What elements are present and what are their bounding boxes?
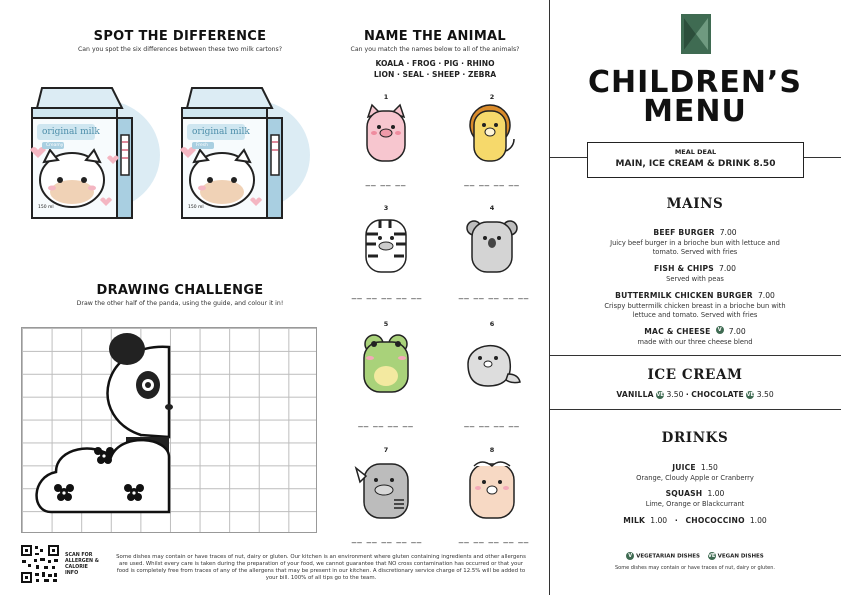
carton-right-volume: 150 ml — [188, 205, 204, 210]
sheep-drawing — [464, 456, 520, 526]
ice-cream-row: VANILLA VE 3.50 · CHOCOLATE VE 3.50 — [616, 390, 774, 399]
seal-drawing — [460, 334, 524, 394]
qr-code[interactable] — [20, 544, 60, 584]
spot-title: SPOT THE DIFFERENCE — [93, 29, 267, 44]
ice-cream-heading: ICE CREAM — [647, 367, 743, 383]
animal-number: 4 — [489, 204, 495, 212]
vegan-icon: VE — [656, 392, 664, 398]
menu-rule-3 — [549, 409, 841, 410]
animal-number: 3 — [383, 204, 389, 212]
animal-number: 8 — [489, 446, 495, 454]
drawing-title: DRAWING CHALLENGE — [96, 283, 264, 298]
qr-caption: SCAN FOR ALLERGEN & CALORIE INFO — [65, 553, 99, 576]
answer-blank[interactable]: __ __ __ __ __ — [351, 290, 423, 300]
drinks-heading: DRINKS — [661, 430, 729, 446]
item-price: 1.50 — [700, 463, 718, 472]
vanilla-item[interactable]: VANILLA — [616, 390, 654, 399]
page-divider — [549, 0, 550, 595]
chocolate-item[interactable]: CHOCOLATE — [691, 390, 744, 399]
answer-blank[interactable]: __ __ __ __ __ — [351, 534, 423, 544]
item-desc: Served with peas — [666, 275, 724, 283]
item-desc: Juicy beef burger in a brioche bun with lettuce and tomato. Served with fries — [610, 239, 780, 256]
menu-item-buttermilk-chicken[interactable] — [600, 283, 790, 320]
menu-title-line-2: MENU — [643, 94, 747, 129]
answer-blank[interactable]: __ __ __ __ __ — [458, 534, 530, 544]
carton-left-tag: Creamy — [46, 143, 64, 148]
carton-left-label: original milk — [42, 127, 100, 137]
pig-drawing — [362, 103, 410, 169]
lion-drawing — [464, 103, 518, 169]
carton-right-tag: Fresh — [196, 143, 208, 148]
item-desc: Orange, Cloudy Apple or Cranberry — [636, 474, 754, 482]
milk-carton-right — [172, 80, 312, 225]
vegetarian-icon: V — [626, 552, 634, 560]
animal-names-line-1: KOALA · FROG · PIG · RHINO — [375, 59, 495, 68]
animal-number: 6 — [489, 320, 495, 328]
animal-number: 1 — [383, 93, 389, 101]
chocolate-price: 3.50 — [756, 390, 774, 399]
menu-bottom-note: Some dishes may contain or have traces of nut, dairy or gluten. — [614, 565, 776, 571]
item-price: 7.00 — [719, 228, 737, 237]
item-price: 7.00 — [728, 327, 746, 336]
item-name: BUTTERMILK CHICKEN BURGER — [615, 291, 753, 300]
mains-heading: MAINS — [666, 196, 724, 212]
item-desc: made with our three cheese blend — [637, 338, 753, 346]
frog-drawing — [358, 330, 414, 400]
item-name: BEEF BURGER — [653, 228, 715, 237]
item-desc: Crispy buttermilk chicken breast in a brioche bun with lettuce and tomato. Served with fries — [604, 302, 786, 319]
item-price: 7.00 — [719, 264, 736, 273]
animal-names-line-2: LION · SEAL · SHEEP · ZEBRA — [373, 70, 497, 79]
animal-number: 2 — [489, 93, 495, 101]
menu-item-beef-burger[interactable] — [600, 220, 790, 257]
milk-item[interactable]: MILK — [623, 516, 646, 525]
menu-rule-2 — [549, 355, 841, 356]
animal-title: NAME THE ANIMAL — [364, 29, 506, 44]
drawing-subtitle: Draw the other half of the panda, using the guide, and colour it in! — [76, 300, 284, 307]
allergen-disclaimer: Some dishes may contain or have traces of nut, dairy or gluten. Our kitchen is an environment where gluten containing ingredients and other allergens are used. Whilst every care is taken during the preparation of your food, we cannot guarantee that NO cross contamination has occurred or that your food is completely free from traces of any of the allergens that may be present in our kitchen. A discretionary service charge of 12.5% will be added to your bill. 100% of all tips go to the team. — [116, 554, 526, 581]
menu-item-squash[interactable] — [600, 481, 790, 509]
meal-deal-text: MAIN, ICE CREAM & DRINK 8.50 — [615, 159, 776, 169]
answer-blank[interactable]: __ __ __ __ — [358, 418, 414, 428]
drinks-row: MILK 1.00 · CHOCOCCINO 1.00 — [623, 516, 767, 525]
dietary-legend — [590, 552, 800, 560]
rhino-drawing — [354, 456, 416, 526]
item-name: MAC & CHEESE — [644, 327, 711, 336]
item-name: JUICE — [672, 463, 696, 472]
panda-half-drawing — [21, 327, 317, 533]
animal-number: 7 — [383, 446, 389, 454]
item-name: FISH & CHIPS — [654, 264, 714, 273]
meal-deal-label: MEAL DEAL — [674, 148, 717, 156]
zebra-drawing — [360, 214, 412, 280]
vanilla-price: 3.50 — [666, 390, 684, 399]
carton-left-volume: 150 ml — [38, 205, 54, 210]
koala-drawing — [466, 214, 518, 280]
brand-logo — [681, 14, 711, 54]
carton-right-label: original milk — [192, 127, 250, 137]
answer-blank[interactable]: __ __ __ __ __ — [458, 290, 530, 300]
answer-blank[interactable]: __ __ __ — [365, 177, 407, 187]
vegan-icon: VE — [707, 553, 716, 559]
spot-subtitle: Can you spot the six differences between these two milk cartons? — [77, 46, 283, 53]
answer-blank[interactable]: __ __ __ __ — [464, 177, 520, 187]
legend-vegan: VEGAN DISHES — [717, 553, 764, 560]
menu-title-line-1: CHILDREN’S — [587, 65, 802, 100]
item-name: SQUASH — [665, 489, 703, 498]
item-desc: Lime, Orange or Blackcurrant — [645, 500, 745, 508]
animal-subtitle: Can you match the names below to all of the animals? — [350, 46, 520, 53]
vegan-icon: VE — [746, 392, 754, 398]
item-price: 7.00 — [757, 291, 775, 300]
milk-price: 1.00 — [650, 516, 668, 525]
menu-item-juice[interactable] — [600, 455, 790, 483]
chococcino-price: 1.00 — [749, 516, 767, 525]
chococcino-item[interactable]: CHOCOCCINO — [685, 516, 745, 525]
milk-carton-left — [22, 80, 162, 225]
menu-item-mac-cheese[interactable] — [600, 319, 790, 347]
menu-item-fish-chips[interactable] — [600, 256, 790, 284]
vegetarian-icon: V — [716, 326, 724, 334]
answer-blank[interactable]: __ __ __ __ — [464, 418, 520, 428]
legend-vegetarian: VEGETARIAN DISHES — [636, 553, 700, 560]
item-price: 1.00 — [707, 489, 725, 498]
animal-number: 5 — [383, 320, 389, 328]
